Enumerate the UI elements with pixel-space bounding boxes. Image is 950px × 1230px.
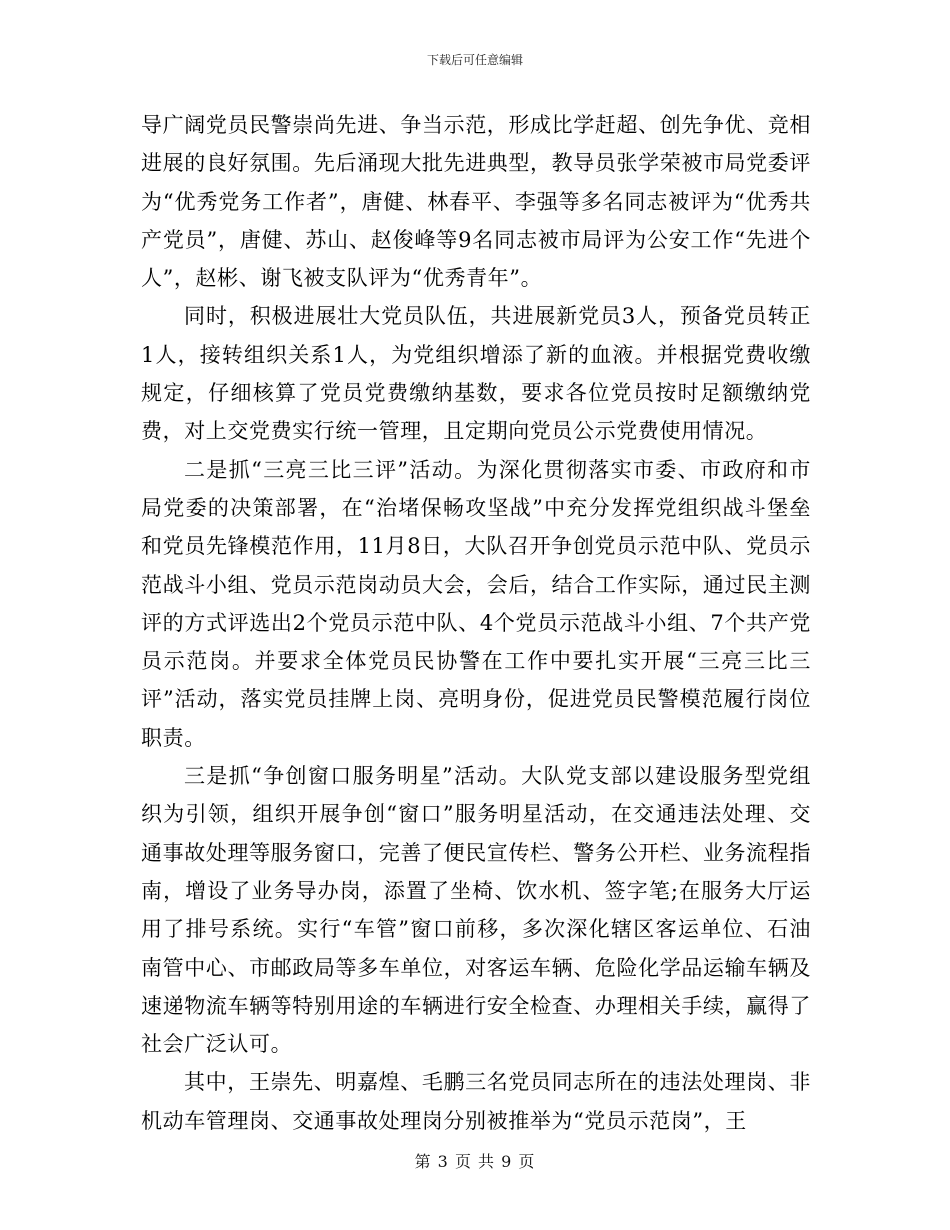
page-number: 第 3 页 共 9 页: [414, 1152, 536, 1171]
paragraph-5: 其中，王崇先、明嘉煌、毛鹏三名党员同志所在的违法处理岗、非机动车管理岗、交通事故处理岗分别被推举为“党员示范岗”，王: [141, 1070, 811, 1133]
page-header: 下载后可任意编辑: [426, 53, 523, 67]
paragraph-3: 二是抓“三亮三比三评”活动。为深化贯彻落实市委、市政府和市局党委的决策部署，在“治堵保畅攻坚战”中充分发挥党组织战斗堡垒和党员先锋模范作用，11月8日，大队召开争创党员示范中队、党员示范战斗小组、党员示范岗动员大会，会后，结合工作实际，通过民主测评的方式评选出2个党员示范中队、4个党员示范战斗小组、7个共产党员示范岗。并要求全体党员民协警在工作中要扎实开展“三亮三比三评”活动，落实党员挂牌上岗、亮明身份，促进党员民警模范履行岗位职责。: [141, 457, 811, 750]
paragraph-4: 三是抓“争创窗口服务明星”活动。大队党支部以建设服务型党组织为引领，组织开展争创“窗口”服务明星活动，在交通违法处理、交通事故处理等服务窗口，完善了便民宣传栏、警务公开栏、业务流程指南，增设了业务导办岗，添置了坐椅、饮水机、签字笔;在服务大厅运用了排号系统。实行“车管”窗口前移，多次深化辖区客运单位、石油南管中心、市邮政局等多车单位，对客运车辆、危险化学品运输车辆及速递物流车辆等特别用途的车辆进行安全检查、办理相关手续，赢得了社会广泛认可。: [141, 764, 811, 1057]
paragraph-2: 同时，积极进展壮大党员队伍，共进展新党员3人，预备党员转正1人，接转组织关系1人，为党组织增添了新的血液。并根据党费收缴规定，仔细核算了党员党费缴纳基数，要求各位党员按时足额缴纳党费，对上交党费实行统一管理，且定期向党员公示党费使用情况。: [141, 304, 811, 444]
paragraph-1: 导广阔党员民警崇尚先进、争当示范，形成比学赶超、创先争优、竞相进展的良好氛围。先后涌现大批先进典型，教导员张学荣被市局党委评为“优秀党务工作者”，唐健、林春平、李强等多名同志被评为“优秀共产党员”，唐健、苏山、赵俊峰等9名同志被市局评为公安工作“先进个人”，赵彬、谢飞被支队评为“优秀青年”。: [141, 113, 811, 291]
document-body: [141, 106, 811, 1140]
